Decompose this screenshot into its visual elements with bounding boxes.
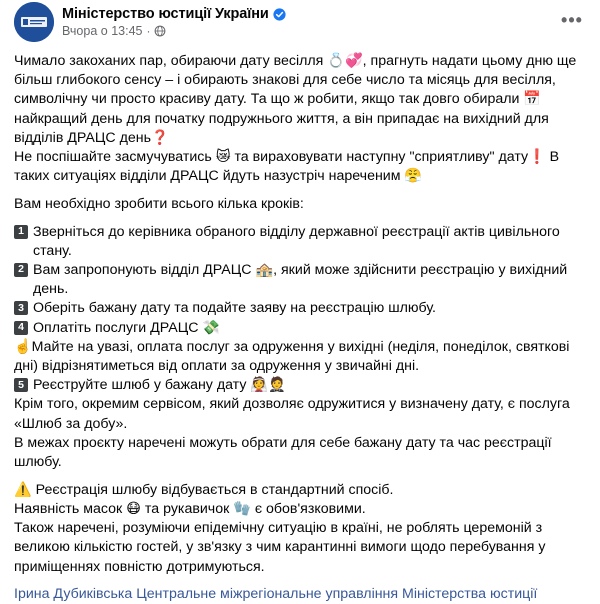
warning-line: Наявність масок 😷 та рукавичок 🧤 є обов'язковими. bbox=[14, 500, 366, 517]
ministry-logo-icon bbox=[14, 2, 54, 42]
page-name-row bbox=[62, 6, 286, 22]
keycap-number-icon: 4 bbox=[14, 321, 28, 335]
step-text: Реєструйте шлюб у бажану дату 👰🤵 bbox=[33, 377, 286, 394]
step-item bbox=[14, 376, 592, 395]
post-paragraph: В межах проєкту наречені можуть обрати для себе бажану дату та час реєстрації шлюбу. bbox=[14, 434, 552, 471]
verified-badge-icon bbox=[273, 8, 286, 21]
step-text: Оплатіть послуги ДРАЦС 💸 bbox=[33, 319, 221, 336]
keycap-number-icon: 2 bbox=[14, 263, 28, 277]
post-timestamp-link[interactable]: Вчора о 13:45 bbox=[62, 24, 143, 38]
step-item bbox=[14, 319, 592, 338]
post-header bbox=[14, 0, 592, 42]
step-text: Зверніться до керівника обраного відділу державної реєстрації актів цивільного стану. bbox=[33, 223, 560, 259]
post-paragraph: Не поспішайте засмучуватись 😿 та вираховувати наступну "сприятливу" дату❗ В таких ситуаціях відділи ДРАЦС йдуть назустріч нареченим 😤 bbox=[14, 149, 560, 185]
payment-note: ☝️Майте на увазі, оплата послуг за одруження у вихідні (неділя, понеділок, святкові дні) відрізнятиметься від оплати за одруження у звичайні дні. bbox=[14, 338, 570, 375]
page-avatar[interactable] bbox=[14, 2, 54, 42]
more-options-button[interactable] bbox=[558, 8, 586, 32]
warning-line: ⚠️ Реєстрація шлюбу відбувається в стандартний спосіб. bbox=[14, 481, 394, 498]
keycap-number-icon: 3 bbox=[14, 301, 28, 315]
author-link[interactable]: Ірина Дубиківська Центральне міжрегіональне управління Міністерства юстиції bbox=[14, 586, 538, 603]
post-time-row bbox=[62, 24, 286, 38]
ellipsis-icon: ••• bbox=[561, 9, 583, 30]
globe-icon[interactable] bbox=[154, 25, 166, 37]
post-paragraph: Чимало закоханих пар, обираючи дату весілля 💍💞, прагнуть надати цьому дню ще більш глибокого сенсу – і обирають знакові для себе число та місяць для весілля, символічну чи просто красиву дату. Та що ж робити, якщо так довго обирали 📅 найкращий день для початку подружнього життя, а він припадає на вихідний для відділів ДРАЦС день❓ bbox=[14, 53, 577, 146]
page-name-link[interactable]: Міністерство юстиції України bbox=[62, 6, 269, 22]
step-item bbox=[14, 299, 592, 318]
warning-line: Також наречені, розуміючи епідемічну ситуацію в країні, не роблять церемоній з великою кількістю гостей, у зв'язку з чим карантинні вимоги щодо перебування у приміщеннях повністю дотримуються. bbox=[14, 520, 546, 575]
separator-dot: · bbox=[146, 24, 151, 38]
post-meta bbox=[62, 6, 286, 38]
post-body bbox=[14, 52, 592, 604]
keycap-number-icon: 5 bbox=[14, 378, 28, 392]
post-paragraph: Крім того, окремим сервісом, який дозволяє одружитися у визначену дату, є послуга «Шлюб за добу». bbox=[14, 396, 570, 432]
steps-intro: Вам необхідно зробити всього кілька кроків: bbox=[14, 195, 304, 212]
step-item bbox=[14, 223, 592, 261]
keycap-number-icon: 1 bbox=[14, 225, 28, 239]
step-text: Оберіть бажану дату та подайте заяву на реєстрацію шлюбу. bbox=[33, 300, 436, 317]
step-item bbox=[14, 261, 592, 299]
step-text: Вам запропонують відділ ДРАЦС 🏤, який може здійснити реєстрацію у вихідний день. bbox=[33, 262, 568, 298]
